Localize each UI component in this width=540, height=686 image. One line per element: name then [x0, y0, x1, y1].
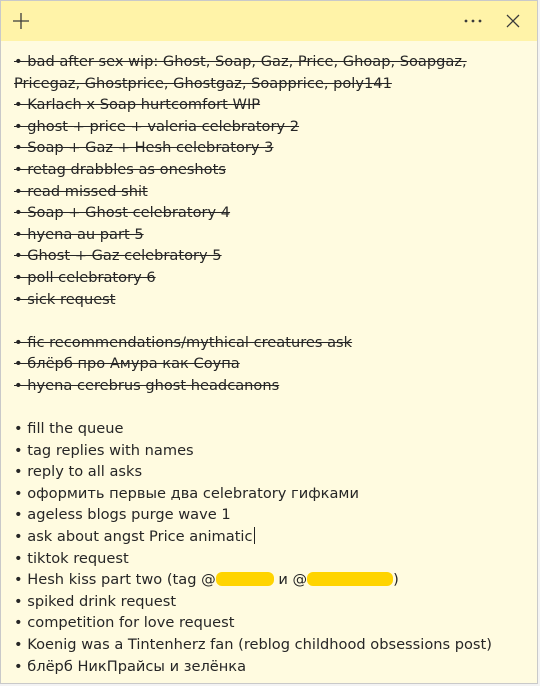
menu-button[interactable] [453, 1, 493, 41]
hesh-middle: и @ [278, 571, 308, 589]
list-item: • tag replies with names [14, 441, 194, 459]
list-item-done: • Ghost + Gaz celebratory 5 [14, 247, 222, 265]
add-note-button[interactable] [1, 1, 41, 41]
list-item-done: • retag drabbles as oneshots [14, 160, 226, 178]
redaction-highlight [307, 572, 393, 586]
title-bar[interactable] [1, 1, 537, 41]
list-item-done: • poll celebratory 6 [14, 268, 156, 286]
note-text-area[interactable] [14, 51, 527, 683]
list-item: • reply to all asks [14, 463, 143, 481]
plus-icon [12, 12, 30, 30]
list-item-text: • ask about angst Price animatic [14, 528, 253, 546]
list-item-done: • bad after sex wip: Ghost, Soap, Gaz, Price, Ghoap, Soapgaz, Pricegaz, Ghostprice, Ghostgaz, Soapprice, poly141 [14, 53, 467, 92]
list-item-done: • Karlach x Soap hurtcomfort WIP [14, 96, 261, 114]
list-item-done: • Soap + Ghost celebratory 4 [14, 204, 231, 222]
list-item: • оформить первые два celebratory гифками [14, 484, 359, 502]
list-item: • блёрб НикПрайсы и зелёнка [14, 657, 247, 675]
list-item-done: • read missed shit [14, 182, 148, 200]
hesh-suffix: ) [393, 571, 399, 589]
blank-line [14, 310, 527, 332]
list-item-done: • ghost + price + valeria celebratory 2 [14, 117, 300, 135]
list-item-done: • Soap + Gaz + Hesh celebratory 3 [14, 139, 274, 157]
list-item-with-caret [14, 526, 527, 548]
list-item-done: • блёрб про Амура как Соупа [14, 355, 240, 373]
list-item-done: • hyena au part 5 [14, 225, 144, 243]
list-item-done: • fic recommendations/mythical creatures ask [14, 333, 353, 351]
list-item: • tiktok request [14, 549, 129, 567]
more-icon [463, 18, 483, 24]
close-icon [506, 14, 520, 28]
redaction-highlight [216, 572, 274, 586]
list-item: • ageless blogs purge wave 1 [14, 506, 231, 524]
hesh-prefix: • Hesh kiss part two (tag @ [14, 571, 216, 589]
close-button[interactable] [493, 1, 533, 41]
list-item: • Koenig was a Tintenherz fan (reblog childhood obsessions post) [14, 636, 492, 654]
list-item-done: • sick request [14, 290, 116, 308]
list-item: • competition for love request [14, 614, 235, 632]
list-item: • fill the queue [14, 420, 124, 438]
text-caret [254, 527, 255, 544]
list-item-done: • hyena cerebrus ghost headcanons [14, 376, 280, 394]
blank-line [14, 397, 527, 419]
list-item: • spiked drink request [14, 592, 177, 610]
list-item-redacted [14, 569, 527, 591]
